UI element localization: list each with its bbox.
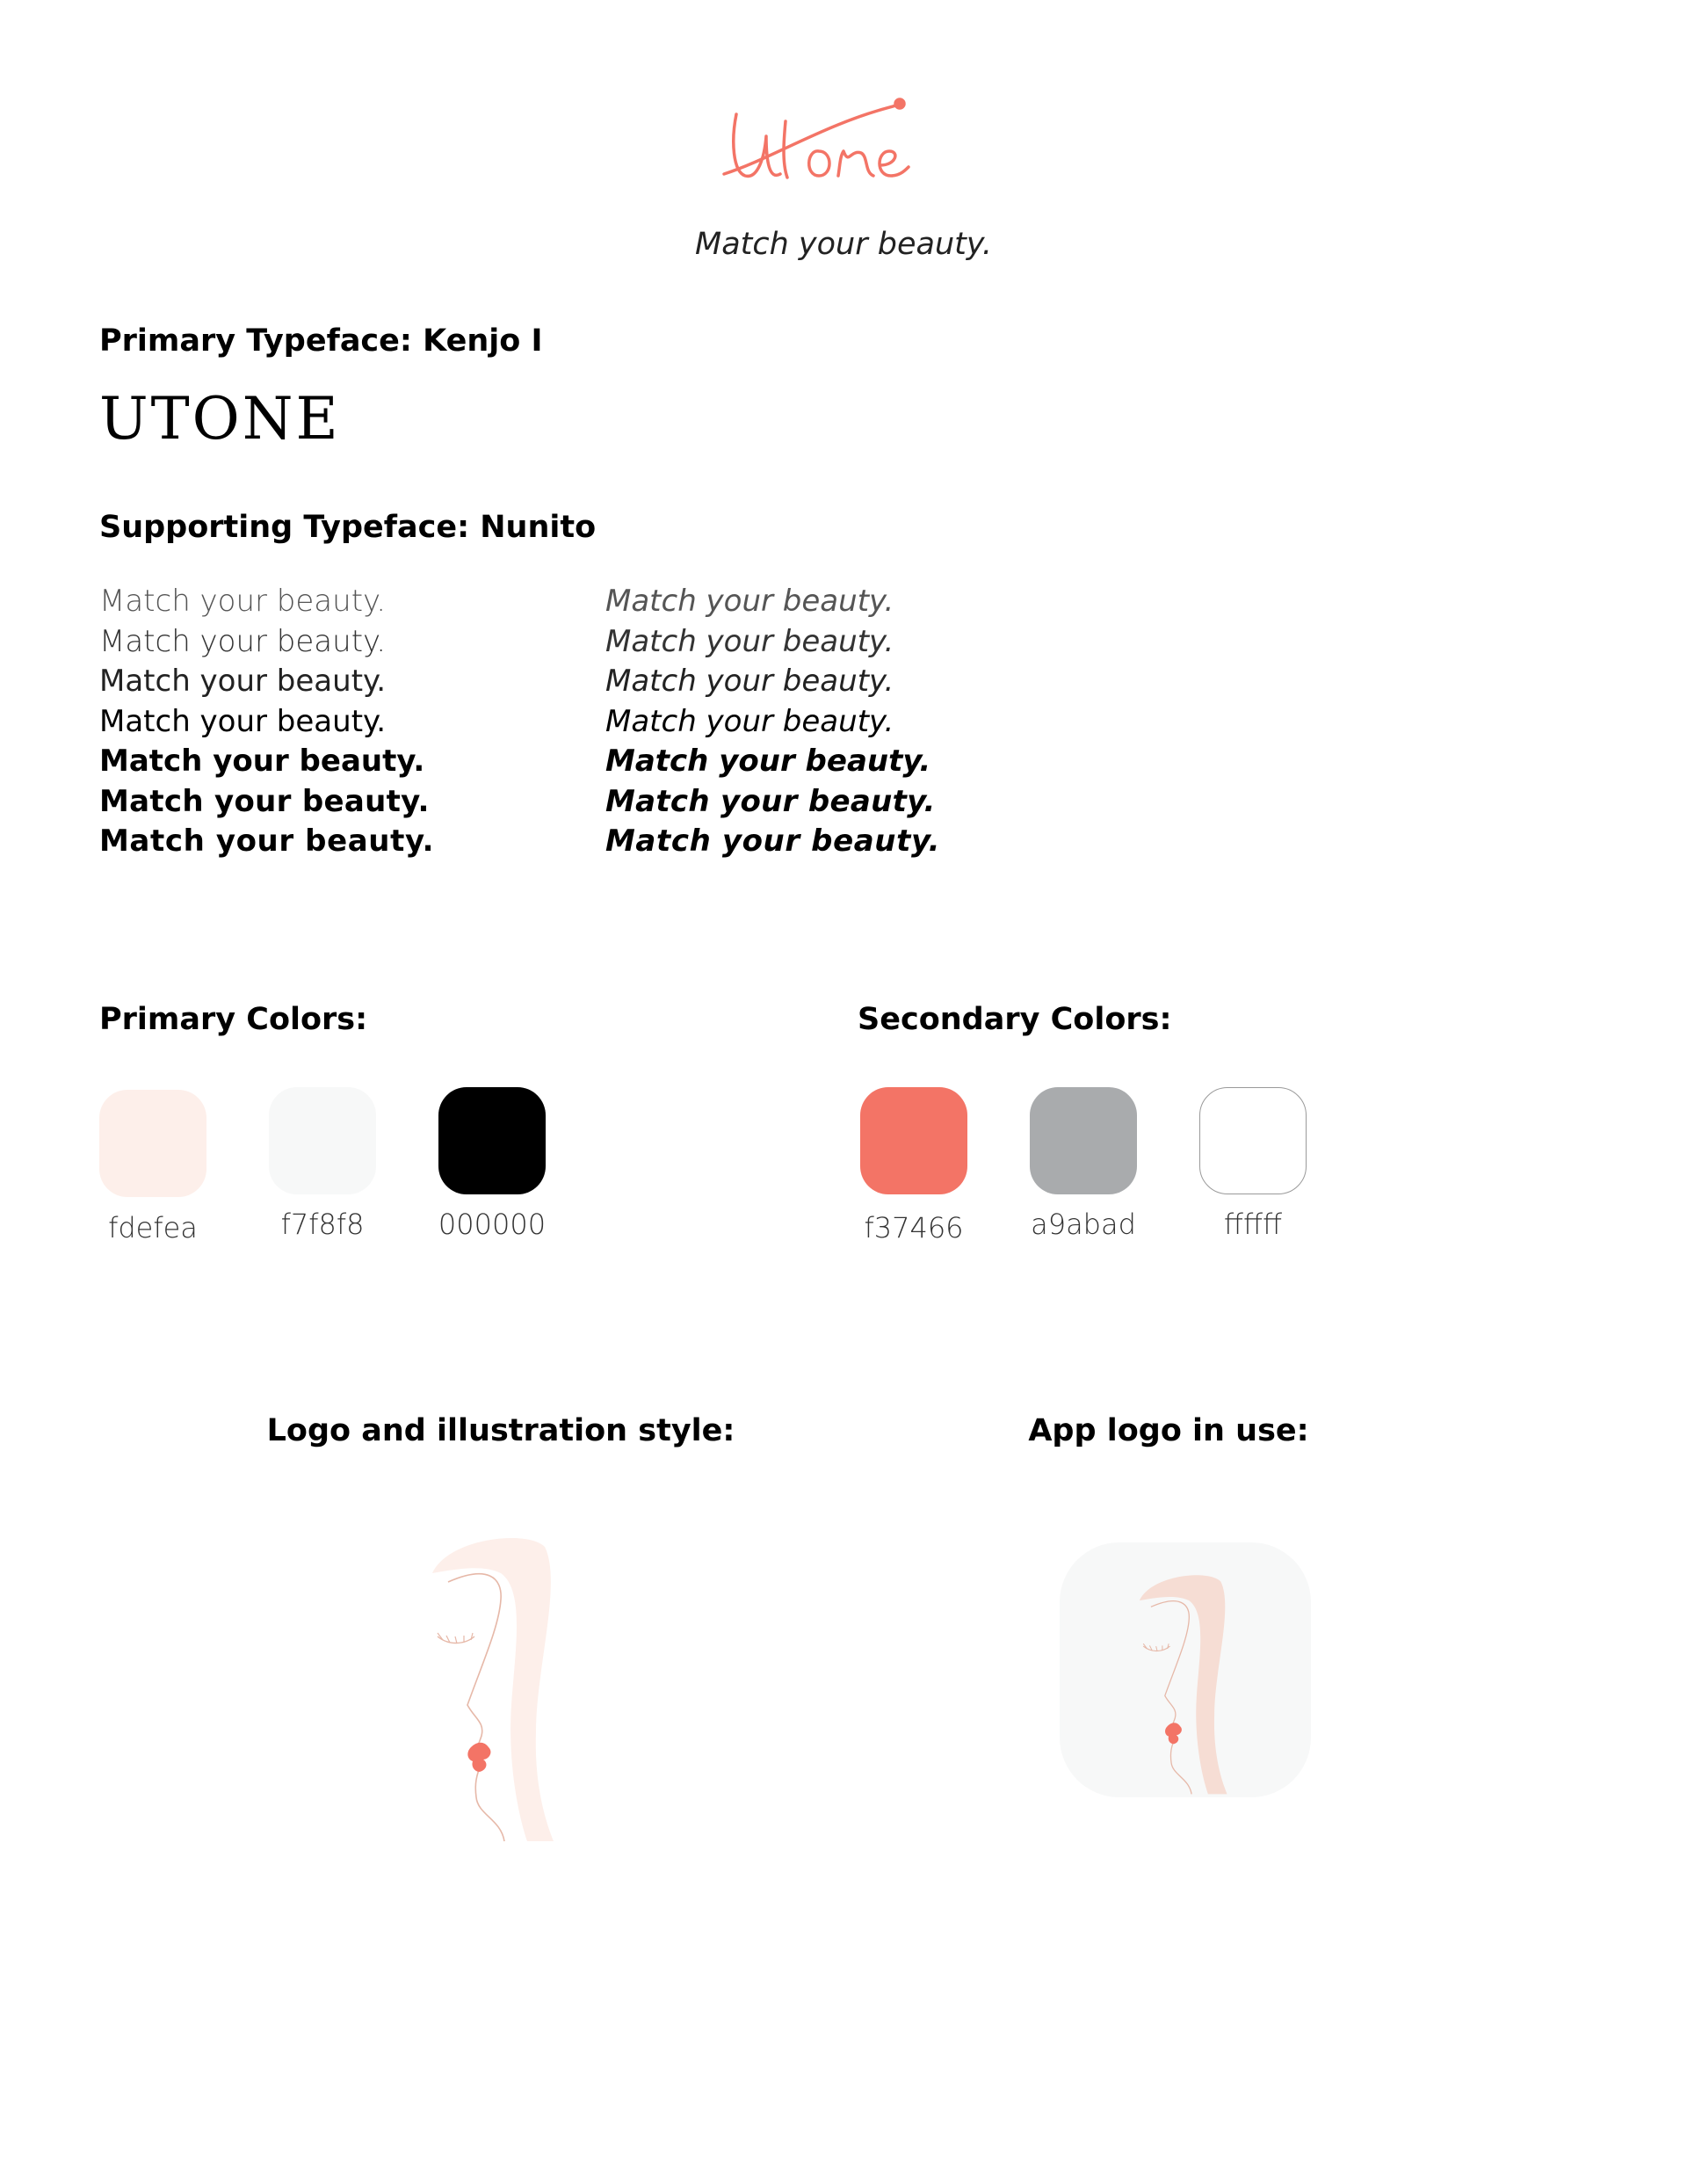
- app-icon-face-illustration: [1126, 1569, 1240, 1797]
- swatch-label: f37466: [864, 1211, 964, 1244]
- utone-logo: [720, 88, 949, 211]
- color-swatch-000000: [438, 1087, 546, 1194]
- app-logo-heading: App logo in use:: [1028, 1413, 1309, 1448]
- primary-colors-heading: Primary Colors:: [99, 1002, 368, 1037]
- italic-weight-sample: Match your beauty.: [605, 623, 894, 659]
- italic-weight-sample: Match your beauty.: [605, 744, 931, 779]
- weight-samples-italic: [605, 582, 940, 862]
- color-swatch-ffffff: [1199, 1087, 1307, 1194]
- face-profile-illustration: [413, 1529, 571, 1846]
- color-swatch-a9abad: [1030, 1087, 1137, 1194]
- swatch-label: fdefea: [108, 1211, 198, 1244]
- weight-sample: Match your beauty.: [99, 824, 435, 859]
- weight-sample: Match your beauty.: [99, 584, 387, 619]
- weight-sample: Match your beauty.: [99, 703, 387, 739]
- primary-typeface-sample: UTONE: [99, 385, 341, 453]
- swatch-label: 000000: [438, 1208, 547, 1241]
- weight-sample: Match your beauty.: [99, 783, 430, 819]
- italic-weight-sample: Match your beauty.: [605, 783, 936, 819]
- italic-weight-sample: Match your beauty.: [605, 584, 894, 619]
- weight-samples-regular: [99, 582, 434, 862]
- supporting-typeface-heading: Supporting Typeface: Nunito: [99, 510, 597, 545]
- swatch-label: ffffff: [1223, 1208, 1283, 1241]
- secondary-colors-heading: Secondary Colors:: [858, 1002, 1172, 1037]
- weight-sample: Match your beauty.: [99, 744, 425, 779]
- app-icon: [1060, 1542, 1311, 1797]
- weight-sample: Match your beauty.: [99, 623, 387, 659]
- color-swatch-f7f8f8: [269, 1087, 376, 1194]
- italic-weight-sample: Match your beauty.: [605, 824, 941, 859]
- logo-style-heading: Logo and illustration style:: [266, 1413, 735, 1448]
- italic-weight-sample: Match your beauty.: [605, 703, 894, 739]
- tagline: Match your beauty.: [695, 227, 992, 262]
- swatch-label: a9abad: [1031, 1208, 1136, 1241]
- primary-typeface-heading: Primary Typeface: Kenjo I: [99, 323, 543, 359]
- weight-sample: Match your beauty.: [99, 664, 387, 699]
- italic-weight-sample: Match your beauty.: [605, 664, 894, 699]
- color-swatch-fdefea: [99, 1090, 206, 1197]
- swatch-label: f7f8f8: [280, 1208, 365, 1241]
- color-swatch-f37466: [860, 1087, 967, 1194]
